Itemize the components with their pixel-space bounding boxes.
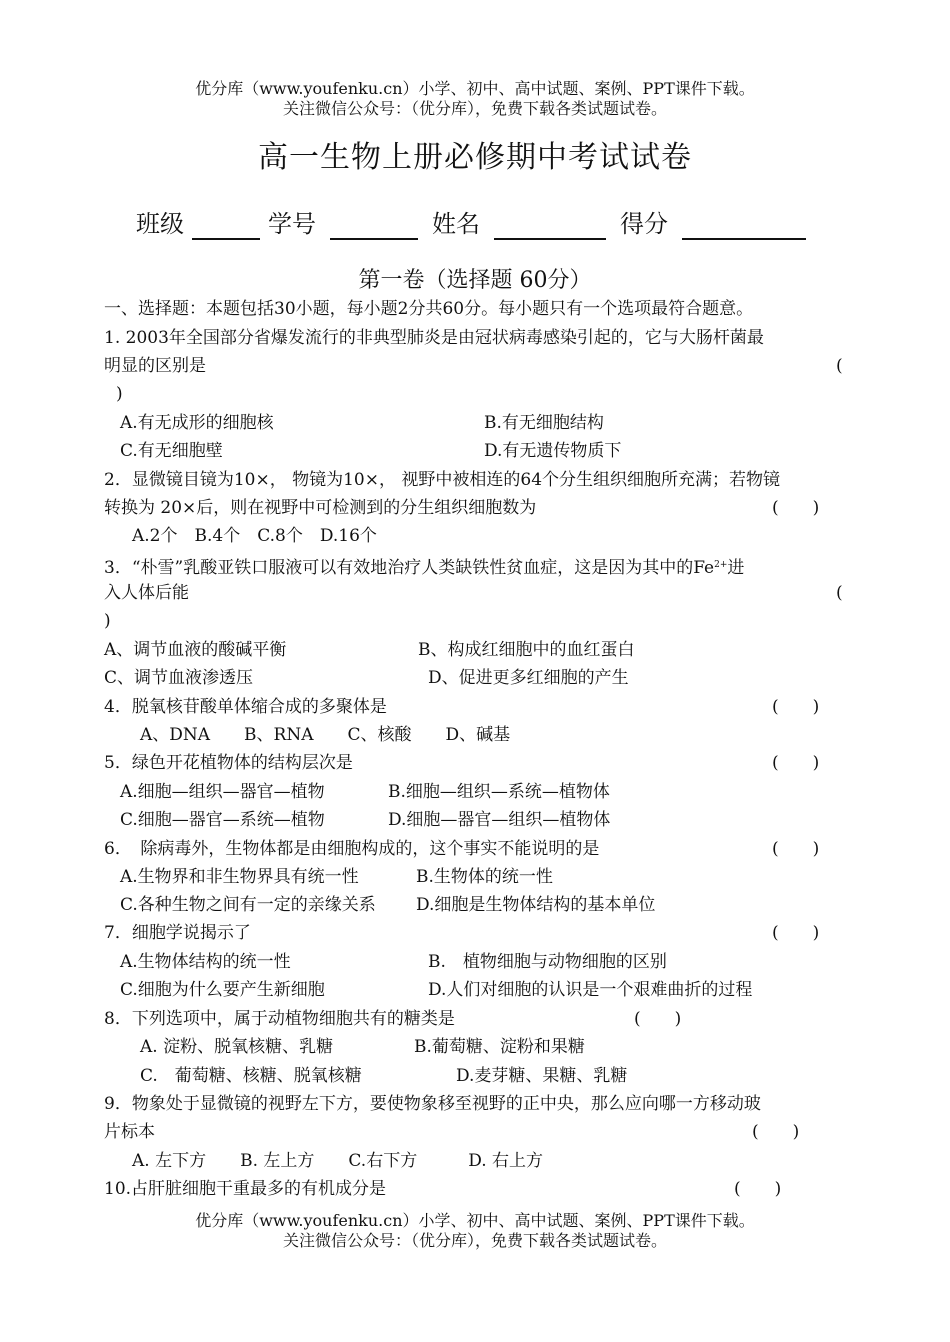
q4-options: A、DNA B、RNA C、核酸 D、碱基 xyxy=(140,725,511,745)
q6-option-a: A.生物界和非生物界具有统一性 xyxy=(120,867,359,887)
q6-option-d: D.细胞是生物体结构的基本单位 xyxy=(416,895,656,915)
q1-option-a: A.有无成形的细胞核 xyxy=(120,413,274,433)
q2-options: A.2个 B.4个 C.8个 D.16个 xyxy=(132,526,377,546)
score-label: 得分 xyxy=(620,210,668,238)
q3-option-c: C、调节血液渗透压 xyxy=(104,668,254,688)
q3-paren-close: ) xyxy=(104,611,111,631)
student-info-line xyxy=(0,206,950,242)
q1-paren-open: ( xyxy=(836,356,843,376)
q9-answer-bracket: ( ) xyxy=(752,1122,800,1142)
q5-option-a: A.细胞—组织—器官—植物 xyxy=(120,782,325,802)
q1-stem-line-2: 明显的区别是 xyxy=(104,356,206,376)
section-title: 第一卷（选择题 60分） xyxy=(358,268,592,293)
q6-stem: 6． 除病毒外，生物体都是由细胞构成的，这个事实不能说明的是 xyxy=(104,839,600,859)
q4-stem: 4．脱氧核苷酸单体缩合成的多聚体是 xyxy=(104,697,387,717)
q3-stem-text: 3．“朴雪”乳酸亚铁口服液可以有效地治疗人类缺铁性贫血症，这是因为其中的Fe xyxy=(104,558,715,578)
q9-stem-line-2: 片标本 xyxy=(104,1122,155,1142)
q5-option-d: D.细胞—器官—组织—植物体 xyxy=(388,810,611,830)
number-label: 学号 xyxy=(268,210,316,238)
q2-stem-line-2: 转换为 20×后，则在视野中可检测到的分生组织细胞数为 xyxy=(104,498,537,518)
page-title: 高一生物上册必修期中考试试卷 xyxy=(258,140,692,175)
q10-stem: 10.占肝脏细胞干重最多的有机成分是 xyxy=(104,1179,387,1199)
number-blank[interactable] xyxy=(330,216,418,240)
footer-line-1: 优分库（www.youfenku.cn）小学、初中、高中试题、案例、PPT课件下载。 xyxy=(195,1211,755,1230)
q2-answer-bracket: ( ) xyxy=(772,498,820,518)
q1-paren-close: ) xyxy=(116,384,123,404)
header-line-1: 优分库（www.youfenku.cn）小学、初中、高中试题、案例、PPT课件下载。 xyxy=(195,79,755,98)
q5-stem: 5．绿色开花植物体的结构层次是 xyxy=(104,753,353,773)
q7-option-c: C.细胞为什么要产生新细胞 xyxy=(120,980,325,1000)
q5-option-c: C.细胞—器官—系统—植物 xyxy=(120,810,325,830)
class-label: 班级 xyxy=(136,210,184,238)
q6-option-c: C.各种生物之间有一定的亲缘关系 xyxy=(120,895,376,915)
q9-stem-line-1: 9．物象处于显微镜的视野左下方，要使物象移至视野的正中央，那么应向哪一方移动玻 xyxy=(104,1094,761,1114)
q3-stem-line-1 xyxy=(104,554,744,579)
name-blank[interactable] xyxy=(494,216,606,240)
q1-stem-line-1: 1. 2003年全国部分省爆发流行的非典型肺炎是由冠状病毒感染引起的，它与大肠杆菌最 xyxy=(104,328,764,348)
q6-answer-bracket: ( ) xyxy=(772,839,820,859)
q5-answer-bracket: ( ) xyxy=(772,753,820,773)
q7-option-d: D.人们对细胞的认识是一个艰难曲折的过程 xyxy=(428,980,753,1000)
q3-paren-open: ( xyxy=(836,583,843,603)
q7-stem: 7．细胞学说揭示了 xyxy=(104,923,251,943)
header-line-2: 关注微信公众号：（优分库），免费下载各类试题试卷。 xyxy=(282,99,667,118)
q3-stem-line-2: 入人体后能 xyxy=(104,583,189,603)
q10-answer-bracket: ( ) xyxy=(734,1179,782,1199)
q8-option-a: A. 淀粉、脱氧核糖、乳糖 xyxy=(140,1037,334,1057)
score-blank[interactable] xyxy=(682,216,806,240)
q8-answer-bracket: ( ) xyxy=(634,1009,682,1029)
q8-option-b: B.葡萄糖、淀粉和果糖 xyxy=(414,1037,585,1057)
q3-option-d: D、促进更多红细胞的产生 xyxy=(428,668,629,688)
q3-superscript: 2+ xyxy=(714,560,728,570)
q1-option-b: B.有无细胞结构 xyxy=(484,413,604,433)
q8-option-d: D.麦芽糖、果糖、乳糖 xyxy=(456,1066,628,1086)
class-blank[interactable] xyxy=(192,216,260,240)
footer-line-2: 关注微信公众号：（优分库），免费下载各类试题试卷。 xyxy=(282,1231,667,1250)
instruction: 一、选择题：本题包括30小题，每小题2分共60分。每小题只有一个选项最符合题意。 xyxy=(104,299,754,319)
q7-option-b: B. 植物细胞与动物细胞的区别 xyxy=(428,952,667,972)
q2-stem-line-1: 2．显微镜目镜为10×， 物镜为10×， 视野中被相连的64个分生组织细胞所充满；若物镜 xyxy=(104,470,781,490)
q1-option-c: C.有无细胞壁 xyxy=(120,441,223,461)
q6-option-b: B.生物体的统一性 xyxy=(416,867,553,887)
q8-stem: 8．下列选项中，属于动植物细胞共有的糖类是 xyxy=(104,1009,455,1029)
q7-option-a: A.生物体结构的统一性 xyxy=(120,952,291,972)
q3-option-a: A、调节血液的酸碱平衡 xyxy=(104,640,287,660)
q5-option-b: B.细胞—组织—系统—植物体 xyxy=(388,782,610,802)
q1-option-d: D.有无遗传物质下 xyxy=(484,441,622,461)
q3-stem-end: 进 xyxy=(727,558,745,578)
name-label: 姓名 xyxy=(432,210,480,238)
q7-answer-bracket: ( ) xyxy=(772,923,820,943)
q3-option-b: B、构成红细胞中的血红蛋白 xyxy=(418,640,635,660)
q8-option-c: C. 葡萄糖、核糖、脱氧核糖 xyxy=(140,1066,362,1086)
q4-answer-bracket: ( ) xyxy=(772,697,820,717)
q9-options: A. 左下方 B. 左上方 C.右下方 D. 右上方 xyxy=(132,1151,544,1171)
